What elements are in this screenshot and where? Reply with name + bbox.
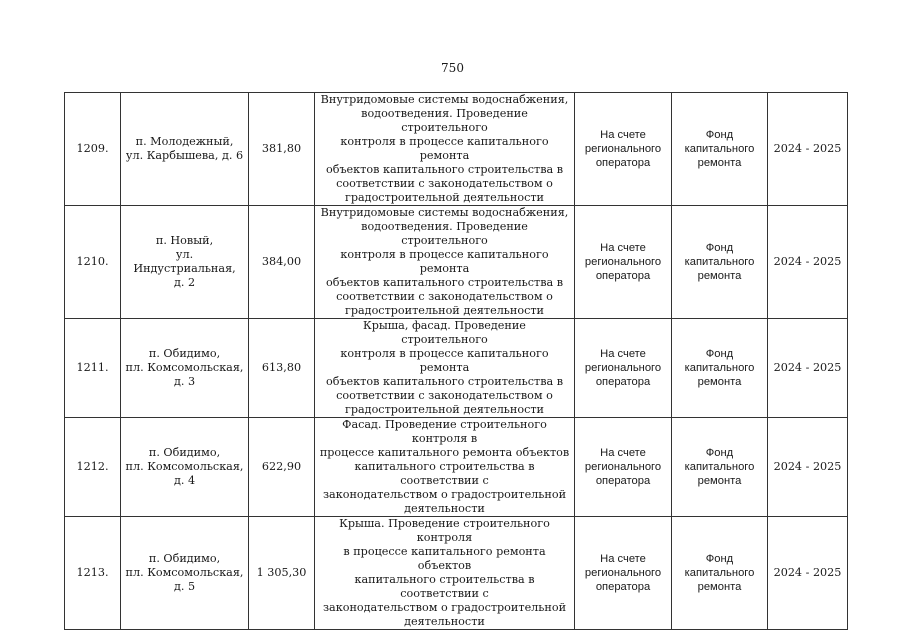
work-description-cell: Крыша, фасад. Проведение строительного контроля в процессе капитального ремонта объектов капитального строительства в соответствии с законодательством о градостроительной деятельности <box>315 319 575 418</box>
area-cell: 381,80 <box>249 93 315 206</box>
row-number: 1213. <box>65 517 121 630</box>
address-cell: п. Обидимо, пл. Комсомольская, д. 4 <box>121 418 249 517</box>
area-cell: 613,80 <box>249 319 315 418</box>
work-description-cell: Внутридомовые системы водоснабжения, водоотведения. Проведение строительного контроля в процессе капитального ремонта объектов капитального строительства в соответствии с законодательством о градостроительной деятельности <box>315 93 575 206</box>
address-cell: п. Обидимо, пл. Комсомольская, д. 3 <box>121 319 249 418</box>
row-number: 1210. <box>65 206 121 319</box>
table-row <box>65 319 848 418</box>
fund-cell: Фонд капитального ремонта <box>672 206 768 319</box>
capital-repair-table <box>64 92 848 630</box>
address-cell: п. Молодежный, ул. Карбышева, д. 6 <box>121 93 249 206</box>
funding-source-cell: На счете регионального оператора <box>575 418 672 517</box>
funding-source-cell: На счете регионального оператора <box>575 319 672 418</box>
fund-cell: Фонд капитального ремонта <box>672 418 768 517</box>
period-cell: 2024 - 2025 <box>768 517 848 630</box>
work-description-cell: Внутридомовые системы водоснабжения, водоотведения. Проведение строительного контроля в процессе капитального ремонта объектов капитального строительства в соответствии с законодательством о градостроительной деятельности <box>315 206 575 319</box>
table-row <box>65 206 848 319</box>
area-cell: 384,00 <box>249 206 315 319</box>
table-row <box>65 418 848 517</box>
funding-source-cell: На счете регионального оператора <box>575 517 672 630</box>
funding-source-cell: На счете регионального оператора <box>575 93 672 206</box>
area-cell: 622,90 <box>249 418 315 517</box>
fund-cell: Фонд капитального ремонта <box>672 517 768 630</box>
address-cell: п. Обидимо, пл. Комсомольская, д. 5 <box>121 517 249 630</box>
address-cell: п. Новый, ул. Индустриальная, д. 2 <box>121 206 249 319</box>
period-cell: 2024 - 2025 <box>768 418 848 517</box>
period-cell: 2024 - 2025 <box>768 206 848 319</box>
row-number: 1209. <box>65 93 121 206</box>
period-cell: 2024 - 2025 <box>768 319 848 418</box>
row-number: 1211. <box>65 319 121 418</box>
row-number: 1212. <box>65 418 121 517</box>
table-row <box>65 517 848 630</box>
period-cell: 2024 - 2025 <box>768 93 848 206</box>
area-cell: 1 305,30 <box>249 517 315 630</box>
work-description-cell: Фасад. Проведение строительного контроля в процессе капитального ремонта объектов капитального строительства в соответствии с законодательством о градостроительной деятельности <box>315 418 575 517</box>
funding-source-cell: На счете регионального оператора <box>575 206 672 319</box>
page-number: 750 <box>441 61 464 75</box>
table-row <box>65 93 848 206</box>
fund-cell: Фонд капитального ремонта <box>672 319 768 418</box>
fund-cell: Фонд капитального ремонта <box>672 93 768 206</box>
work-description-cell: Крыша. Проведение строительного контроля в процессе капитального ремонта объектов капитального строительства в соответствии с законодательством о градостроительной деятельности <box>315 517 575 630</box>
